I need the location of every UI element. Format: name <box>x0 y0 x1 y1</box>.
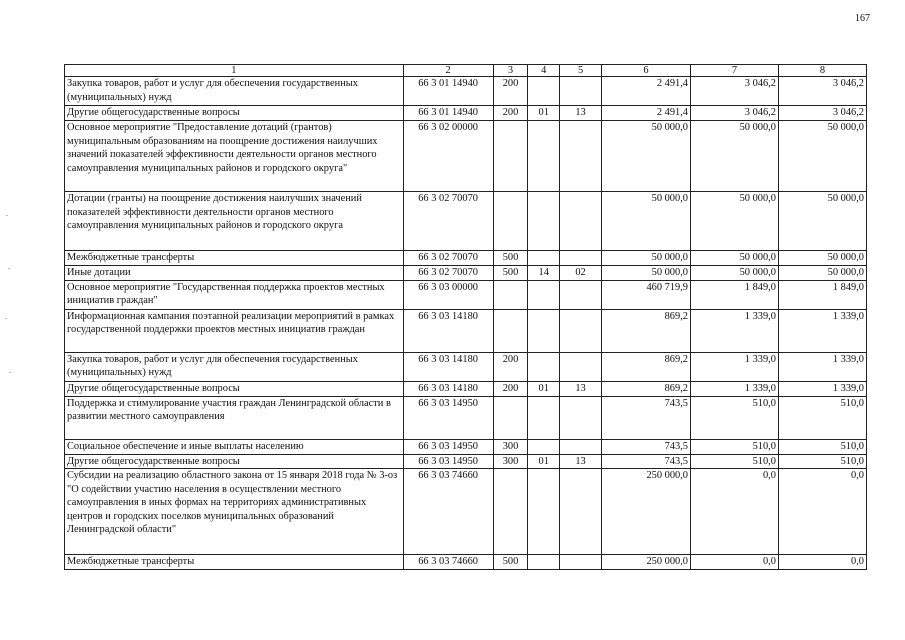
subsection-cell <box>560 396 602 439</box>
type-cell: 500 <box>493 265 528 280</box>
section-cell: 14 <box>528 265 560 280</box>
value-col8-cell: 510,0 <box>778 454 866 469</box>
type-cell: 200 <box>493 352 528 381</box>
table-row <box>65 77 867 106</box>
value-col7-cell: 510,0 <box>691 454 779 469</box>
name-cell: Межбюджетные трансферты <box>65 251 404 266</box>
value-col6-cell: 50 000,0 <box>602 121 691 192</box>
table-row <box>65 265 867 280</box>
name-cell: Основное мероприятие "Государственная поддержка проектов местных инициатив граждан" <box>65 280 404 309</box>
value-col7-cell: 1 849,0 <box>691 280 779 309</box>
table-row <box>65 280 867 309</box>
subsection-cell <box>560 280 602 309</box>
value-col7-cell: 1 339,0 <box>691 309 779 352</box>
section-cell <box>528 121 560 192</box>
section-cell: 01 <box>528 381 560 396</box>
value-col7-cell: 0,0 <box>691 555 779 570</box>
code-cell: 66 3 03 14180 <box>403 309 493 352</box>
code-cell: 66 3 01 14940 <box>403 106 493 121</box>
name-cell: Другие общегосударственные вопросы <box>65 381 404 396</box>
header-cell: 2 <box>403 65 493 77</box>
value-col8-cell: 3 046,2 <box>778 77 866 106</box>
code-cell: 66 3 03 00000 <box>403 280 493 309</box>
value-col6-cell: 743,5 <box>602 454 691 469</box>
value-col7-cell: 1 339,0 <box>691 352 779 381</box>
name-cell: Основное мероприятие "Предоставление дотаций (грантов) муниципальным образованиям на поощрение достижения наилучших значений показателей эффективности деятельности органов местного самоуправления муниципальных районов и городского округа" <box>65 121 404 192</box>
table-row <box>65 121 867 192</box>
table-row <box>65 469 867 555</box>
type-cell: 500 <box>493 555 528 570</box>
type-cell: 200 <box>493 106 528 121</box>
table-row <box>65 192 867 251</box>
code-cell: 66 3 02 70070 <box>403 192 493 251</box>
value-col8-cell: 1 339,0 <box>778 352 866 381</box>
value-col6-cell: 250 000,0 <box>602 469 691 555</box>
code-cell: 66 3 03 74660 <box>403 469 493 555</box>
name-cell: Межбюджетные трансферты <box>65 555 404 570</box>
section-cell <box>528 469 560 555</box>
margin-speck <box>9 372 11 373</box>
header-cell: 5 <box>560 65 602 77</box>
value-col8-cell: 1 339,0 <box>778 309 866 352</box>
name-cell: Субсидии на реализацию областного закона от 15 января 2018 года № 3-оз "О содействии участию населения в осуществлении местного самоуправления в иных формах на территориях административных центров и городских поселков муниципальных образований Ленинградской области" <box>65 469 404 555</box>
subsection-cell <box>560 469 602 555</box>
value-col7-cell: 3 046,2 <box>691 77 779 106</box>
value-col7-cell: 0,0 <box>691 469 779 555</box>
value-col6-cell: 743,5 <box>602 396 691 439</box>
table-row <box>65 396 867 439</box>
value-col7-cell: 510,0 <box>691 396 779 439</box>
value-col8-cell: 50 000,0 <box>778 251 866 266</box>
type-cell <box>493 192 528 251</box>
name-cell: Иные дотации <box>65 265 404 280</box>
section-cell <box>528 352 560 381</box>
code-cell: 66 3 02 00000 <box>403 121 493 192</box>
table-row <box>65 555 867 570</box>
subsection-cell <box>560 439 602 454</box>
value-col7-cell: 50 000,0 <box>691 265 779 280</box>
name-cell: Дотации (гранты) на поощрение достижения наилучших значений показателей эффективности деятельности органов местного самоуправления муниципальных районов и городского округа <box>65 192 404 251</box>
value-col8-cell: 50 000,0 <box>778 265 866 280</box>
value-col7-cell: 3 046,2 <box>691 106 779 121</box>
table-row <box>65 106 867 121</box>
section-cell <box>528 280 560 309</box>
value-col7-cell: 50 000,0 <box>691 251 779 266</box>
page-number: 167 <box>855 13 870 24</box>
value-col6-cell: 50 000,0 <box>602 192 691 251</box>
table-row <box>65 309 867 352</box>
value-col8-cell: 1 339,0 <box>778 381 866 396</box>
section-cell <box>528 192 560 251</box>
type-cell <box>493 469 528 555</box>
subsection-cell <box>560 309 602 352</box>
margin-speck <box>8 268 10 269</box>
code-cell: 66 3 03 14950 <box>403 439 493 454</box>
value-col7-cell: 50 000,0 <box>691 121 779 192</box>
value-col8-cell: 0,0 <box>778 469 866 555</box>
header-cell: 4 <box>528 65 560 77</box>
type-cell: 500 <box>493 251 528 266</box>
table-row <box>65 352 867 381</box>
value-col7-cell: 1 339,0 <box>691 381 779 396</box>
code-cell: 66 3 01 14940 <box>403 77 493 106</box>
budget-table <box>64 64 867 570</box>
value-col8-cell: 50 000,0 <box>778 192 866 251</box>
value-col6-cell: 460 719,9 <box>602 280 691 309</box>
header-cell: 7 <box>691 65 779 77</box>
table-row <box>65 439 867 454</box>
section-cell: 01 <box>528 106 560 121</box>
name-cell: Поддержка и стимулирование участия граждан Ленинградской области в развитии местного самоуправления <box>65 396 404 439</box>
margin-speck <box>6 215 8 216</box>
value-col7-cell: 510,0 <box>691 439 779 454</box>
table-row <box>65 381 867 396</box>
subsection-cell <box>560 121 602 192</box>
name-cell: Закупка товаров, работ и услуг для обеспечения государственных (муниципальных) нужд <box>65 352 404 381</box>
type-cell: 200 <box>493 77 528 106</box>
section-cell <box>528 555 560 570</box>
subsection-cell <box>560 77 602 106</box>
code-cell: 66 3 03 14180 <box>403 381 493 396</box>
value-col8-cell: 510,0 <box>778 396 866 439</box>
value-col8-cell: 1 849,0 <box>778 280 866 309</box>
value-col6-cell: 50 000,0 <box>602 265 691 280</box>
header-cell: 1 <box>65 65 404 77</box>
name-cell: Информационная кампания поэтапной реализации мероприятий в рамках государственной поддержки проектов местных инициатив граждан <box>65 309 404 352</box>
value-col6-cell: 869,2 <box>602 309 691 352</box>
section-cell <box>528 309 560 352</box>
header-cell: 6 <box>602 65 691 77</box>
header-cell: 8 <box>778 65 866 77</box>
value-col6-cell: 869,2 <box>602 352 691 381</box>
type-cell <box>493 121 528 192</box>
value-col7-cell: 50 000,0 <box>691 192 779 251</box>
value-col8-cell: 50 000,0 <box>778 121 866 192</box>
code-cell: 66 3 02 70070 <box>403 265 493 280</box>
name-cell: Другие общегосударственные вопросы <box>65 454 404 469</box>
section-cell <box>528 439 560 454</box>
table-row <box>65 251 867 266</box>
section-cell <box>528 251 560 266</box>
code-cell: 66 3 03 14180 <box>403 352 493 381</box>
table-header-row <box>65 65 867 77</box>
subsection-cell: 13 <box>560 106 602 121</box>
code-cell: 66 3 02 70070 <box>403 251 493 266</box>
name-cell: Закупка товаров, работ и услуг для обеспечения государственных (муниципальных) нужд <box>65 77 404 106</box>
type-cell: 200 <box>493 381 528 396</box>
subsection-cell <box>560 555 602 570</box>
section-cell: 01 <box>528 454 560 469</box>
name-cell: Другие общегосударственные вопросы <box>65 106 404 121</box>
subsection-cell: 13 <box>560 381 602 396</box>
subsection-cell <box>560 192 602 251</box>
section-cell <box>528 396 560 439</box>
name-cell: Социальное обеспечение и иные выплаты населению <box>65 439 404 454</box>
type-cell <box>493 280 528 309</box>
value-col8-cell: 0,0 <box>778 555 866 570</box>
type-cell: 300 <box>493 454 528 469</box>
value-col6-cell: 50 000,0 <box>602 251 691 266</box>
value-col6-cell: 250 000,0 <box>602 555 691 570</box>
margin-speck <box>5 318 7 319</box>
value-col8-cell: 3 046,2 <box>778 106 866 121</box>
type-cell: 300 <box>493 439 528 454</box>
table-row <box>65 454 867 469</box>
value-col8-cell: 510,0 <box>778 439 866 454</box>
type-cell <box>493 396 528 439</box>
subsection-cell: 02 <box>560 265 602 280</box>
section-cell <box>528 77 560 106</box>
value-col6-cell: 869,2 <box>602 381 691 396</box>
value-col6-cell: 743,5 <box>602 439 691 454</box>
subsection-cell <box>560 352 602 381</box>
type-cell <box>493 309 528 352</box>
code-cell: 66 3 03 14950 <box>403 396 493 439</box>
value-col6-cell: 2 491,4 <box>602 77 691 106</box>
code-cell: 66 3 03 14950 <box>403 454 493 469</box>
subsection-cell: 13 <box>560 454 602 469</box>
value-col6-cell: 2 491,4 <box>602 106 691 121</box>
code-cell: 66 3 03 74660 <box>403 555 493 570</box>
header-cell: 3 <box>493 65 528 77</box>
subsection-cell <box>560 251 602 266</box>
